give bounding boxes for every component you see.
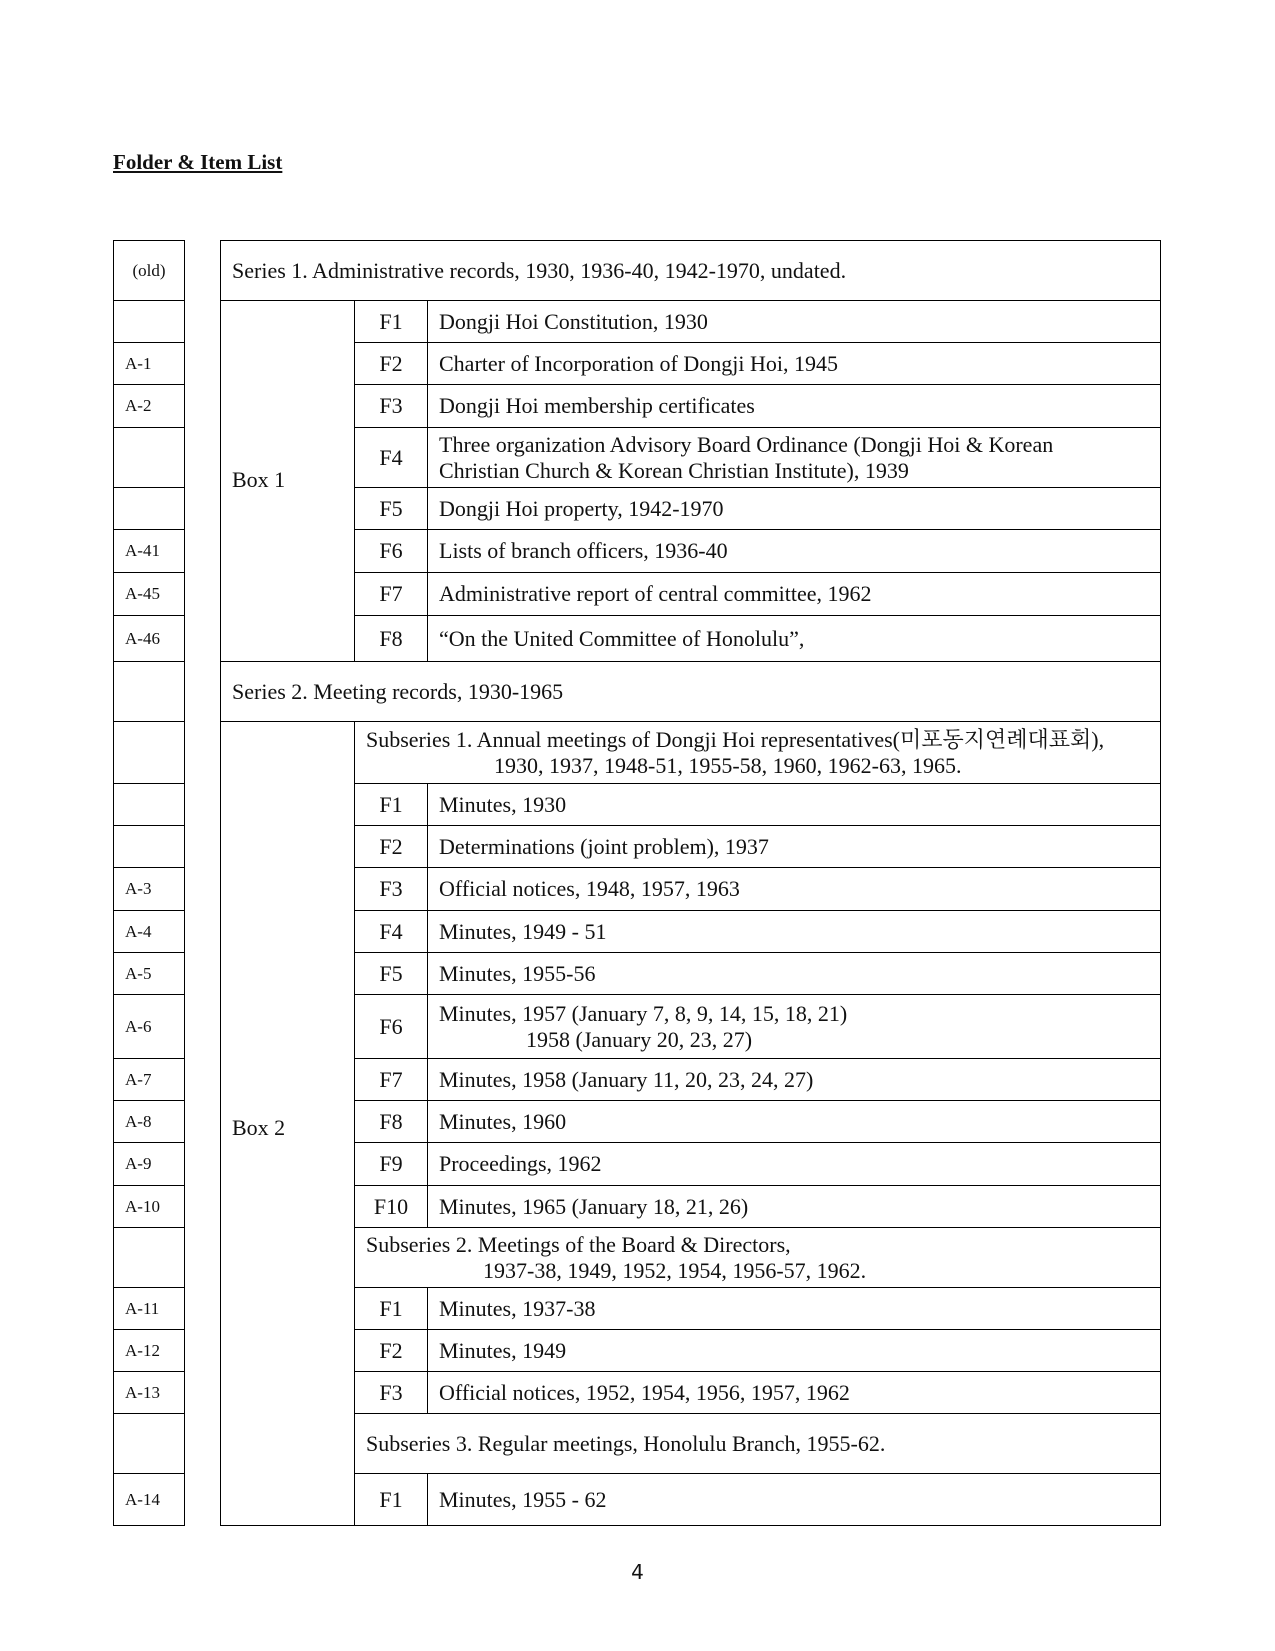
folder-description: Proceedings, 1962	[427, 1142, 1161, 1186]
folder-description: Minutes, 1965 (January 18, 21, 26)	[427, 1185, 1161, 1228]
old-cell: A-7	[113, 1058, 185, 1101]
subseries2-line1: Subseries 2. Meetings of the Board & Directors,	[366, 1231, 791, 1257]
old-cell: A-41	[113, 529, 185, 573]
old-cell: A-5	[113, 952, 185, 995]
page-title: Folder & Item List	[113, 150, 283, 174]
folder-number: F1	[354, 783, 428, 826]
subseries1-line1: Subseries 1. Annual meetings of Dongji Hoi representatives(미포동지연례대표회),	[366, 726, 1105, 752]
box1-cell	[220, 300, 355, 662]
old-cell: A-8	[113, 1100, 185, 1143]
old-cell: A-1	[113, 342, 185, 385]
folder-description: Minutes, 1949 - 51	[427, 910, 1161, 953]
folder-number: F7	[354, 572, 428, 616]
folder-description: Determinations (joint problem), 1937	[427, 825, 1161, 868]
old-cell: A-14	[113, 1473, 185, 1526]
folder-description-line2: Christian Church & Korean Christian Institute), 1939	[439, 457, 909, 483]
folder-number: F2	[354, 825, 428, 868]
folder-number: F1	[354, 1287, 428, 1330]
folder-number: F3	[354, 384, 428, 428]
old-cell: A-3	[113, 867, 185, 911]
folder-description: Official notices, 1952, 1954, 1956, 1957, 1962	[427, 1371, 1161, 1414]
old-cell	[113, 783, 185, 826]
folder-number: F10	[354, 1185, 428, 1228]
folder-number: F3	[354, 1371, 428, 1414]
folder-description: Lists of branch officers, 1936-40	[427, 529, 1161, 573]
old-cell	[113, 300, 185, 343]
folder-description: Administrative report of central committee, 1962	[427, 572, 1161, 616]
folder-number: F2	[354, 342, 428, 385]
old-cell: A-9	[113, 1142, 185, 1186]
old-cell-empty	[113, 661, 185, 722]
old-cell: A-10	[113, 1185, 185, 1228]
folder-number: F4	[354, 427, 428, 488]
folder-description: Minutes, 1930	[427, 783, 1161, 826]
subseries3-title: Subseries 3. Regular meetings, Honolulu Branch, 1955-62.	[354, 1413, 1161, 1474]
folder-number: F5	[354, 952, 428, 995]
old-cell: A-45	[113, 572, 185, 616]
old-cell-empty	[113, 1227, 185, 1288]
subseries2-line2: 1937-38, 1949, 1952, 1954, 1956-57, 1962.	[483, 1257, 867, 1283]
folder-description: Minutes, 1960	[427, 1100, 1161, 1143]
folder-number: F2	[354, 1329, 428, 1372]
old-cell: A-4	[113, 910, 185, 953]
folder-number: F9	[354, 1142, 428, 1186]
old-header: (old)	[113, 240, 185, 301]
subseries2-title	[354, 1227, 1161, 1288]
old-cell	[113, 427, 185, 488]
folder-number: F6	[354, 994, 428, 1059]
folder-description: Minutes, 1958 (January 11, 20, 23, 24, 27)	[427, 1058, 1161, 1101]
old-cell	[113, 487, 185, 530]
old-cell: A-6	[113, 994, 185, 1059]
folder-description: Minutes, 1955-56	[427, 952, 1161, 995]
folder-description	[427, 427, 1161, 488]
box2-label: Box 2	[232, 1115, 286, 1140]
subseries1-line2: 1930, 1937, 1948-51, 1955-58, 1960, 1962-63, 1965.	[494, 752, 962, 778]
series1-title: Series 1. Administrative records, 1930, 1936-40, 1942-1970, undated.	[220, 240, 1161, 301]
folder-number: F4	[354, 910, 428, 953]
folder-number: F5	[354, 487, 428, 530]
old-cell: A-11	[113, 1287, 185, 1330]
folder-description-line1: Minutes, 1957 (January 7, 8, 9, 14, 15, 18, 21)	[439, 1000, 848, 1026]
folder-description	[427, 994, 1161, 1059]
folder-description: Dongji Hoi membership certificates	[427, 384, 1161, 428]
folder-description: Minutes, 1955 - 62	[427, 1473, 1161, 1526]
old-cell-empty	[113, 721, 185, 784]
subseries1-title	[354, 721, 1161, 784]
folder-number: F7	[354, 1058, 428, 1101]
page-number: 4	[631, 1560, 644, 1584]
old-cell: A-2	[113, 384, 185, 428]
folder-description: Minutes, 1937-38	[427, 1287, 1161, 1330]
old-cell: A-13	[113, 1371, 185, 1414]
folder-description: Official notices, 1948, 1957, 1963	[427, 867, 1161, 911]
old-cell	[113, 825, 185, 868]
folder-number: F3	[354, 867, 428, 911]
old-cell: A-46	[113, 615, 185, 662]
folder-description: Dongji Hoi Constitution, 1930	[427, 300, 1161, 343]
folder-number: F1	[354, 1473, 428, 1526]
folder-description-line1: Three organization Advisory Board Ordinance (Dongji Hoi & Korean	[439, 431, 1054, 457]
old-cell: A-12	[113, 1329, 185, 1372]
folder-number: F1	[354, 300, 428, 343]
box1-label: Box 1	[232, 467, 286, 492]
box2-cell	[220, 721, 355, 1526]
folder-description: Minutes, 1949	[427, 1329, 1161, 1372]
old-cell-empty	[113, 1413, 185, 1474]
series2-title: Series 2. Meeting records, 1930-1965	[220, 661, 1161, 722]
folder-description-line2: 1958 (January 20, 23, 27)	[526, 1026, 753, 1052]
folder-description: “On the United Committee of Honolulu”,	[427, 615, 1161, 662]
folder-number: F6	[354, 529, 428, 573]
folder-number: F8	[354, 615, 428, 662]
folder-number: F8	[354, 1100, 428, 1143]
folder-description: Charter of Incorporation of Dongji Hoi, 1945	[427, 342, 1161, 385]
folder-description: Dongji Hoi property, 1942-1970	[427, 487, 1161, 530]
